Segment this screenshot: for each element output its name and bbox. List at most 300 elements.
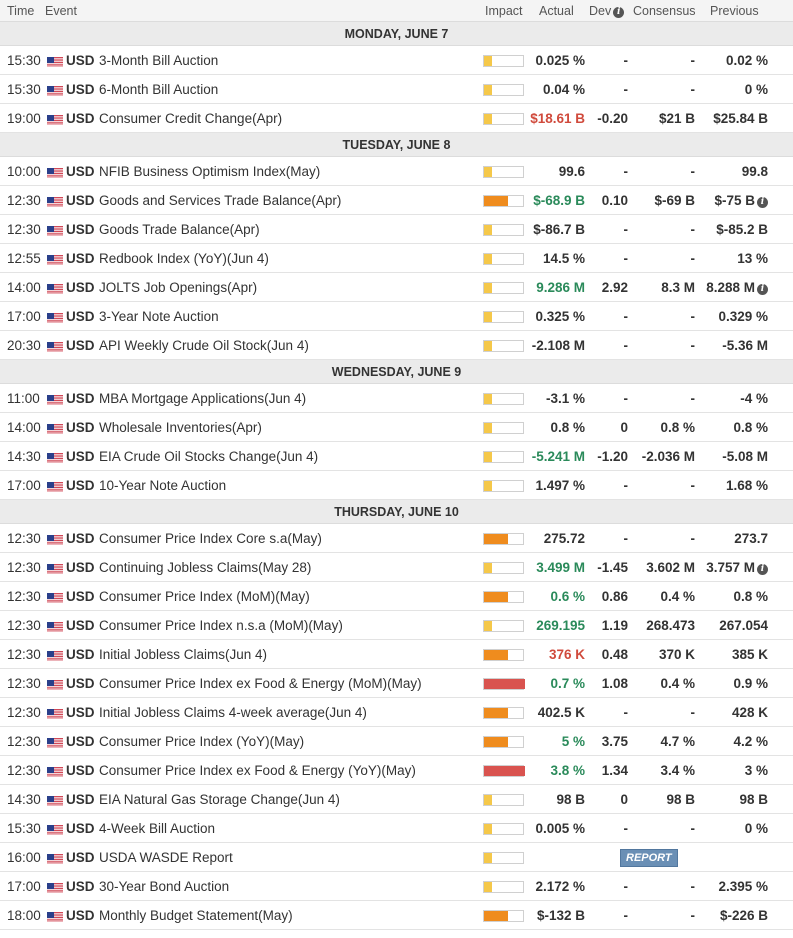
event-name[interactable]: Consumer Price Index ex Food & Energy (MoM)(May) [99,676,422,691]
day-header: TUESDAY, JUNE 8 [0,133,793,157]
impact-fill [484,534,508,544]
impact-indicator [483,195,524,207]
impact-indicator [483,881,524,893]
actual-value: 5 % [561,734,585,749]
impact-fill [484,341,492,351]
event-name[interactable]: 3-Year Note Auction [99,309,219,324]
header-event: Event [45,4,77,18]
actual-value: -3.1 % [545,391,585,406]
impact-indicator [483,113,524,125]
deviation-value: 1.34 [601,763,628,778]
event-time: 16:00 [7,850,41,865]
us-flag-icon [47,534,63,545]
consensus-value: - [690,164,695,179]
impact-fill [484,679,525,689]
actual-value: 9.286 M [536,280,585,295]
event-time: 14:00 [7,280,41,295]
actual-value: $-132 B [536,908,585,923]
revision-info-icon[interactable]: i [757,284,768,295]
actual-value: 0.325 % [535,309,585,324]
impact-indicator [483,707,524,719]
event-name[interactable]: 3-Month Bill Auction [99,53,219,68]
event-row[interactable] [0,727,793,756]
event-row[interactable] [0,872,793,901]
currency-code: USD [66,449,95,464]
consensus-value: 3.4 % [660,763,695,778]
us-flag-icon [47,853,63,864]
consensus-value: $-69 B [654,193,695,208]
deviation-value: - [623,82,628,97]
currency-code: USD [66,821,95,836]
event-time: 15:30 [7,821,41,836]
previous-value-cell [714,193,768,208]
event-name[interactable]: Wholesale Inventories(Apr) [99,420,262,435]
consensus-value: 370 K [658,647,695,662]
impact-fill [484,283,492,293]
currency-code: USD [66,251,95,266]
previous-value: 8.288 M [706,280,755,295]
deviation-value: 1.19 [601,618,628,633]
event-row[interactable] [0,901,793,930]
event-time: 17:00 [7,478,41,493]
deviation-value: 0.48 [601,647,628,662]
event-row[interactable] [0,104,793,133]
impact-indicator [483,765,524,777]
currency-code: USD [66,193,95,208]
actual-value: 0.04 % [542,82,585,97]
event-name[interactable]: Initial Jobless Claims 4-week average(Jun 4) [99,705,367,720]
consensus-value: - [690,309,695,324]
us-flag-icon [47,621,63,632]
us-flag-icon [47,481,63,492]
deviation-value: - [623,821,628,836]
impact-fill [484,766,525,776]
consensus-value: - [690,391,695,406]
event-row[interactable] [0,157,793,186]
actual-value: 275.72 [543,531,585,546]
us-flag-icon [47,650,63,661]
event-time: 12:30 [7,734,41,749]
event-time: 15:30 [7,82,41,97]
event-row[interactable] [0,785,793,814]
deviation-value: 3.75 [601,734,628,749]
event-name[interactable]: 6-Month Bill Auction [99,82,219,97]
us-flag-icon [47,341,63,352]
event-row[interactable] [0,384,793,413]
event-name[interactable]: Consumer Price Index Core s.a(May) [99,531,322,546]
previous-value: $-75 B [714,193,755,208]
event-row[interactable] [0,186,793,215]
consensus-value: - [690,53,695,68]
currency-code: USD [66,734,95,749]
currency-code: USD [66,53,95,68]
currency-code: USD [66,763,95,778]
consensus-value: - [690,478,695,493]
actual-value: $-86.7 B [533,222,585,237]
event-time: 12:30 [7,193,41,208]
currency-code: USD [66,560,95,575]
deviation-value: -1.20 [597,449,628,464]
deviation-value: 0.10 [601,193,628,208]
us-flag-icon [47,766,63,777]
consensus-value: - [690,338,695,353]
event-row[interactable] [0,756,793,785]
previous-value: 385 K [731,647,768,662]
impact-fill [484,853,492,863]
deviation-value: - [623,531,628,546]
event-name[interactable]: MBA Mortgage Applications(Jun 4) [99,391,307,406]
event-name[interactable]: Consumer Price Index ex Food & Energy (YoY)(May) [99,763,416,778]
us-flag-icon [47,679,63,690]
calendar-table [0,22,793,930]
impact-fill [484,452,492,462]
impact-fill [484,824,492,834]
header-impact: Impact [485,4,523,18]
currency-code: USD [66,420,95,435]
previous-value: 0.329 % [718,309,768,324]
impact-indicator [483,84,524,96]
consensus-value: 0.8 % [660,420,695,435]
previous-value: 0.02 % [725,53,768,68]
consensus-value: - [690,705,695,720]
impact-fill [484,254,492,264]
event-time: 12:30 [7,676,41,691]
header-time: Time [7,4,35,18]
previous-value: 273.7 [734,531,768,546]
event-name[interactable]: Initial Jobless Claims(Jun 4) [99,647,268,662]
event-time: 12:30 [7,647,41,662]
currency-code: USD [66,82,95,97]
previous-value: 13 % [737,251,768,266]
previous-value: 0.9 % [733,676,768,691]
deviation-value: -1.45 [597,560,628,575]
actual-value: 0.005 % [535,821,585,836]
deviation-value: - [623,478,628,493]
event-name[interactable]: Continuing Jobless Claims(May 28) [99,560,312,575]
event-name[interactable]: Monthly Budget Statement(May) [99,908,293,923]
impact-fill [484,85,492,95]
previous-value: $-85.2 B [716,222,768,237]
deviation-value: - [623,391,628,406]
event-row[interactable] [0,75,793,104]
previous-value: 99.8 [741,164,768,179]
previous-value: 98 B [739,792,768,807]
us-flag-icon [47,394,63,405]
currency-code: USD [66,531,95,546]
us-flag-icon [47,254,63,265]
event-time: 17:00 [7,879,41,894]
day-header: MONDAY, JUNE 7 [0,22,793,46]
impact-fill [484,563,492,573]
event-name[interactable]: EIA Natural Gas Storage Change(Jun 4) [99,792,340,807]
table-header [0,0,793,22]
deviation-value: - [623,53,628,68]
consensus-value: -2.036 M [641,449,695,464]
impact-indicator [483,451,524,463]
event-name[interactable]: Consumer Price Index (YoY)(May) [99,734,305,749]
consensus-value: 268.473 [646,618,695,633]
currency-code: USD [66,280,95,295]
consensus-value: 4.7 % [660,734,695,749]
us-flag-icon [47,592,63,603]
event-time: 14:30 [7,449,41,464]
currency-code: USD [66,222,95,237]
consensus-value: 8.3 M [661,280,695,295]
us-flag-icon [47,708,63,719]
event-time: 14:00 [7,420,41,435]
impact-fill [484,737,508,747]
actual-value: 2.172 % [535,879,585,894]
deviation-value: - [623,222,628,237]
deviation-value: 1.08 [601,676,628,691]
impact-indicator [483,224,524,236]
event-row[interactable] [0,814,793,843]
impact-fill [484,312,492,322]
event-time: 19:00 [7,111,41,126]
previous-value: 0 % [744,82,768,97]
consensus-value: - [690,251,695,266]
impact-indicator [483,422,524,434]
consensus-value: 0.4 % [660,589,695,604]
consensus-value: 0.4 % [660,676,695,691]
actual-value: 269.195 [536,618,585,633]
deviation-value: - [623,338,628,353]
impact-indicator [483,55,524,67]
previous-value: 0.8 % [733,589,768,604]
us-flag-icon [47,795,63,806]
actual-value: $18.61 B [530,111,585,126]
consensus-value: - [690,908,695,923]
header-dev-label: Dev [589,4,612,18]
impact-indicator [483,794,524,806]
impact-fill [484,114,492,124]
currency-code: USD [66,309,95,324]
info-icon[interactable]: i [613,7,624,18]
event-row[interactable] [0,302,793,331]
us-flag-icon [47,225,63,236]
consensus-value: - [690,879,695,894]
event-time: 12:30 [7,618,41,633]
header-consensus: Consensus [633,4,696,18]
deviation-value: 0.86 [601,589,628,604]
us-flag-icon [47,167,63,178]
impact-fill [484,650,508,660]
us-flag-icon [47,114,63,125]
actual-value: 3.8 % [550,763,585,778]
event-row[interactable] [0,471,793,500]
impact-fill [484,911,508,921]
event-time: 10:00 [7,164,41,179]
impact-indicator [483,736,524,748]
currency-code: USD [66,792,95,807]
event-row[interactable] [0,582,793,611]
previous-value: 4.2 % [733,734,768,749]
event-row[interactable] [0,611,793,640]
us-flag-icon [47,423,63,434]
report-button[interactable]: REPORT [620,849,678,867]
previous-value: 428 K [731,705,768,720]
event-name[interactable]: API Weekly Crude Oil Stock(Jun 4) [99,338,309,353]
event-name[interactable]: NFIB Business Optimism Index(May) [99,164,321,179]
consensus-value: - [690,222,695,237]
event-time: 15:30 [7,53,41,68]
consensus-value: $21 B [658,111,695,126]
impact-indicator [483,649,524,661]
actual-value: -2.108 M [531,338,585,353]
event-time: 11:00 [7,391,40,406]
actual-value: 0.025 % [535,53,585,68]
deviation-value: - [623,251,628,266]
event-row[interactable] [0,524,793,553]
us-flag-icon [47,824,63,835]
event-row[interactable] [0,669,793,698]
previous-value: -5.36 M [722,338,768,353]
impact-fill [484,167,492,177]
event-time: 12:30 [7,763,41,778]
actual-value: 98 B [556,792,585,807]
header-actual: Actual [539,4,574,18]
impact-fill [484,795,492,805]
day-header: THURSDAY, JUNE 10 [0,500,793,524]
currency-code: USD [66,391,95,406]
previous-value: $25.84 B [713,111,768,126]
event-name[interactable]: Goods and Services Trade Balance(Apr) [99,193,342,208]
event-time: 12:30 [7,222,41,237]
impact-fill [484,394,492,404]
event-name[interactable]: JOLTS Job Openings(Apr) [99,280,258,295]
event-name[interactable]: Consumer Price Index n.s.a (MoM)(May) [99,618,343,633]
day-header: WEDNESDAY, JUNE 9 [0,360,793,384]
impact-indicator [483,166,524,178]
event-row[interactable] [0,273,793,302]
event-time: 18:00 [7,908,41,923]
deviation-value: - [623,164,628,179]
actual-value: 0.7 % [550,676,585,691]
us-flag-icon [47,563,63,574]
event-row[interactable] [0,331,793,360]
currency-code: USD [66,589,95,604]
event-row[interactable] [0,640,793,669]
currency-code: USD [66,879,95,894]
impact-indicator [483,311,524,323]
currency-code: USD [66,338,95,353]
event-row[interactable] [0,244,793,273]
currency-code: USD [66,111,95,126]
consensus-value: - [690,82,695,97]
previous-value: -5.08 M [722,449,768,464]
impact-fill [484,621,492,631]
revision-info-icon[interactable]: i [757,564,768,575]
event-time: 12:30 [7,560,41,575]
previous-value: 0.8 % [733,420,768,435]
consensus-value: - [690,531,695,546]
deviation-value: 0 [620,792,628,807]
event-row[interactable] [0,553,793,582]
impact-fill [484,882,492,892]
event-name[interactable]: 30-Year Bond Auction [99,879,230,894]
revision-info-icon[interactable]: i [757,197,768,208]
previous-value-cell [706,280,768,295]
impact-fill [484,481,492,491]
impact-fill [484,592,508,602]
us-flag-icon [47,312,63,323]
header-dev [589,4,624,18]
event-time: 12:30 [7,589,41,604]
deviation-value: - [623,309,628,324]
event-row[interactable] [0,215,793,244]
event-name[interactable]: EIA Crude Oil Stocks Change(Jun 4) [99,449,319,464]
previous-value-cell [706,560,768,575]
impact-indicator [483,678,524,690]
event-row[interactable] [0,442,793,471]
previous-value: $-226 B [719,908,768,923]
previous-value: 1.68 % [725,478,768,493]
event-name[interactable]: 10-Year Note Auction [99,478,227,493]
currency-code: USD [66,647,95,662]
currency-code: USD [66,676,95,691]
event-name[interactable]: Consumer Price Index (MoM)(May) [99,589,310,604]
event-row[interactable] [0,413,793,442]
impact-indicator [483,480,524,492]
actual-value: 0.8 % [550,420,585,435]
deviation-value: 2.92 [601,280,628,295]
us-flag-icon [47,196,63,207]
event-name[interactable]: 4-Week Bill Auction [99,821,216,836]
event-time: 17:00 [7,309,41,324]
impact-indicator [483,910,524,922]
deviation-value: - [623,705,628,720]
us-flag-icon [47,85,63,96]
previous-value: 267.054 [719,618,768,633]
impact-indicator [483,533,524,545]
impact-fill [484,225,492,235]
event-name[interactable]: USDA WASDE Report [99,850,233,865]
actual-value: 376 K [548,647,585,662]
impact-indicator [483,823,524,835]
previous-value: -4 % [740,391,768,406]
event-name[interactable]: Redbook Index (YoY)(Jun 4) [99,251,269,266]
event-time: 14:30 [7,792,41,807]
consensus-value: 98 B [666,792,695,807]
event-row[interactable] [0,698,793,727]
impact-indicator [483,591,524,603]
deviation-value: -0.20 [597,111,628,126]
event-row[interactable] [0,843,793,872]
previous-value: 3.757 M [706,560,755,575]
previous-value: 0 % [744,821,768,836]
actual-value: -5.241 M [531,449,585,464]
us-flag-icon [47,737,63,748]
event-time: 12:55 [7,251,41,266]
impact-indicator [483,393,524,405]
actual-value: 0.6 % [550,589,585,604]
actual-value: 1.497 % [535,478,585,493]
impact-indicator [483,253,524,265]
event-name[interactable]: Goods Trade Balance(Apr) [99,222,260,237]
event-row[interactable] [0,46,793,75]
event-name[interactable]: Consumer Credit Change(Apr) [99,111,283,126]
header-previous: Previous [710,4,759,18]
actual-value: 99.6 [558,164,585,179]
event-time: 20:30 [7,338,41,353]
impact-indicator [483,620,524,632]
us-flag-icon [47,283,63,294]
currency-code: USD [66,908,95,923]
event-time: 12:30 [7,705,41,720]
consensus-value: 3.602 M [646,560,695,575]
currency-code: USD [66,705,95,720]
actual-value: $-68.9 B [533,193,585,208]
